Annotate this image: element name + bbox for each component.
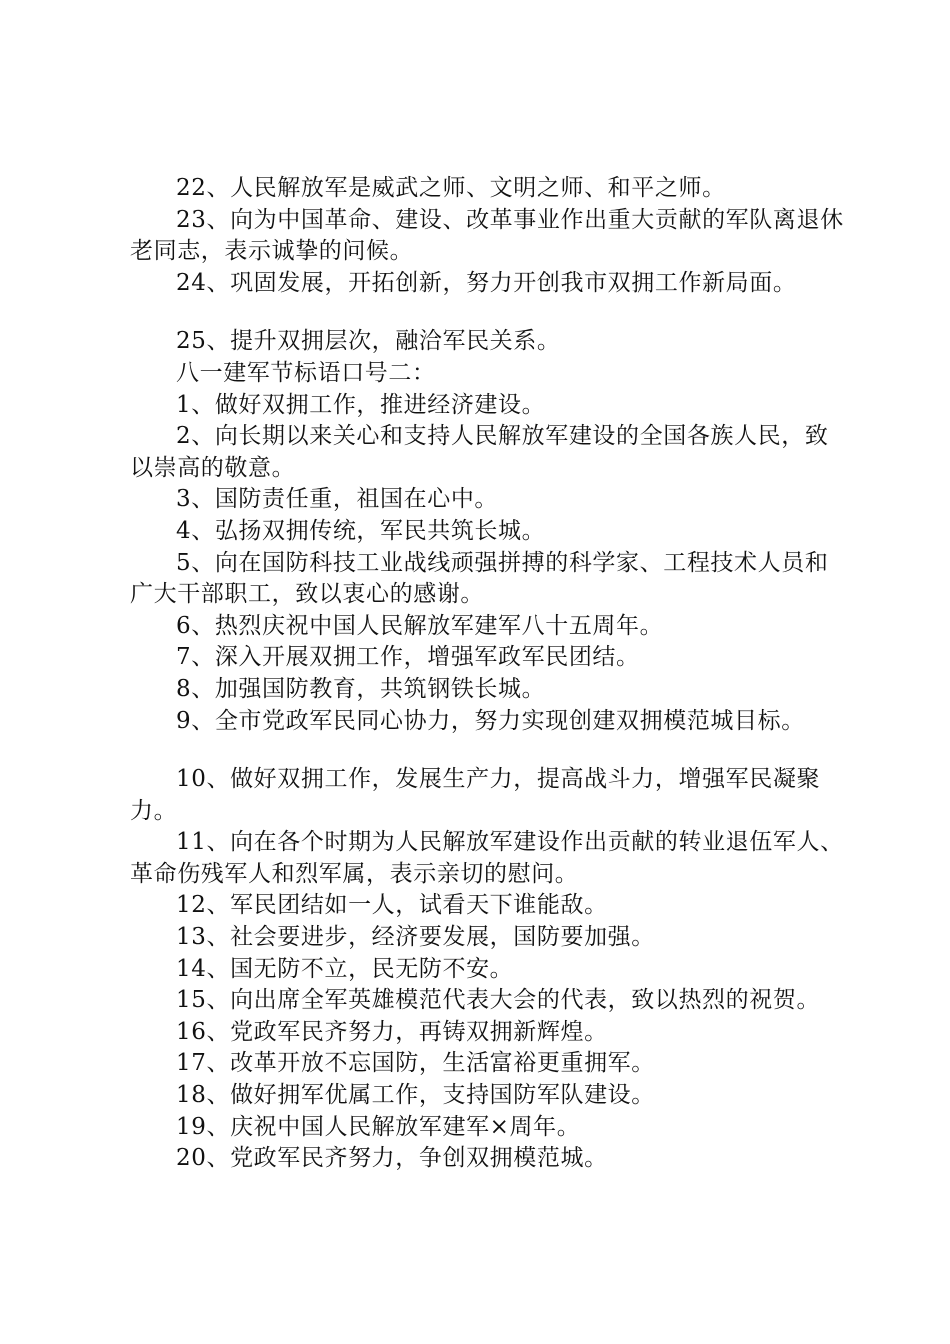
slogan-paragraph: 5、向在国防科技工业战线顽强拼搏的科学家、工程技术人员和广大干部职工，致以衷心的感谢。 <box>130 549 829 608</box>
slogan-paragraph: 12、军民团结如一人，试看天下谁能敌。 <box>176 892 608 919</box>
slogan-paragraph: 8、加强国防教育，共筑钢铁长城。 <box>176 675 546 702</box>
slogan-paragraph: 10、做好双拥工作，发展生产力，提高战斗力，增强军民凝聚力。 <box>130 766 821 824</box>
slogan-paragraph: 9、全市党政军民同心协力，努力实现创建双拥模范城目标。 <box>176 707 805 734</box>
slogan-paragraph: 23、向为中国革命、建设、改革事业作出重大贡献的军队离退休老同志，表示诚挚的问候。 <box>130 206 844 265</box>
slogan-paragraph: 25、提升双拥层次，融洽军民关系。 <box>176 328 561 355</box>
slogan-paragraph: 17、改革开放不忘国防，生活富裕更重拥军。 <box>176 1050 655 1077</box>
slogan-paragraph: 7、深入开展双拥工作，增强军政军民团结。 <box>176 644 640 671</box>
slogan-paragraph: 24、巩固发展，开拓创新，努力开创我市双拥工作新局面。 <box>176 269 797 296</box>
slogan-paragraph: 4、弘扬双拥传统，军民共筑长城。 <box>176 517 546 544</box>
slogan-paragraph: 18、做好拥军优属工作，支持国防军队建设。 <box>176 1082 655 1109</box>
slogan-paragraph: 20、党政军民齐努力，争创双拥模范城。 <box>176 1145 608 1172</box>
slogan-paragraph: 19、庆祝中国人民解放军建军×周年。 <box>176 1113 581 1140</box>
slogan-paragraph: 3、国防责任重，祖国在心中。 <box>176 486 499 513</box>
slogan-paragraph: 1、做好双拥工作，推进经济建设。 <box>176 391 546 418</box>
document-body <box>130 173 846 1175</box>
slogan-paragraph: 6、热烈庆祝中国人民解放军建军八十五周年。 <box>176 612 664 639</box>
slogan-paragraph: 22、人民解放军是威武之师、文明之师、和平之师。 <box>176 175 726 201</box>
slogan-paragraph: 2、向长期以来关心和支持人民解放军建设的全国各族人民，致以崇高的敬意。 <box>130 423 829 481</box>
slogan-paragraph: 14、国无防不立，民无防不安。 <box>176 955 514 982</box>
slogan-paragraph: 15、向出席全军英雄模范代表大会的代表，致以热烈的祝贺。 <box>176 987 821 1014</box>
slogan-paragraph: 16、党政军民齐努力，再铸双拥新辉煌。 <box>176 1018 608 1045</box>
slogan-paragraph: 13、社会要进步，经济要发展，国防要加强。 <box>176 924 655 951</box>
section-heading: 八一建军节标语口号二： <box>176 359 436 386</box>
slogan-paragraph: 11、向在各个时期为人民解放军建设作出贡献的转业退伍军人、革命伤残军人和烈军属，表示亲切的慰问。 <box>130 829 844 887</box>
